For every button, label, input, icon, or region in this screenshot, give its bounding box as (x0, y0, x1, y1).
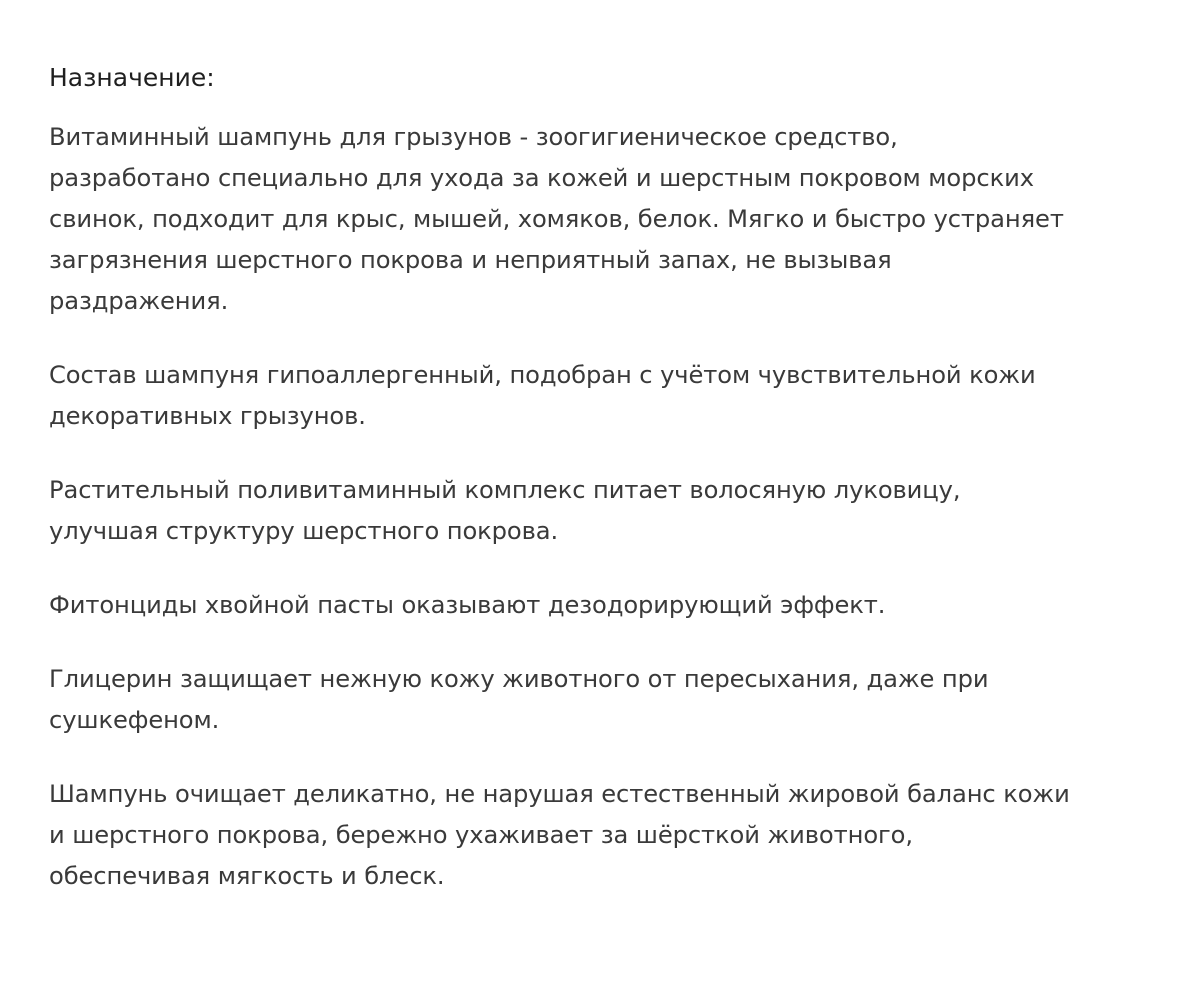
text-line: загрязнения шерстного покрова и неприятный запах, не вызывая (49, 246, 892, 274)
text-line: раздражения. (49, 287, 229, 315)
text-line: Шампунь очищает деликатно, не нарушая естественный жировой баланс кожи (49, 780, 1070, 808)
paragraph-cleansing (49, 774, 1197, 897)
text-line: декоративных грызунов. (49, 402, 366, 430)
text-line: Фитонциды хвойной пасты оказывают дезодорирующий эффект. (49, 591, 886, 619)
section-heading: Назначение: (49, 63, 215, 92)
text-line: Состав шампуня гипоаллергенный, подобран с учётом чувствительной кожи (49, 361, 1036, 389)
text-line: Витаминный шампунь для грызунов - зоогигиеническое средство, (49, 123, 898, 151)
paragraph-glycerin (49, 659, 1197, 741)
text-line: Растительный поливитаминный комплекс питает волосяную луковицу, (49, 476, 961, 504)
paragraph-phytoncides (49, 585, 1197, 626)
paragraph-vitamin-complex (49, 470, 1197, 552)
text-line: обеспечивая мягкость и блеск. (49, 862, 445, 890)
text-line: Глицерин защищает нежную кожу животного от пересыхания, даже при (49, 665, 989, 693)
product-description (49, 56, 1197, 930)
text-line: разработано специально для ухода за кожей и шерстным покровом морских (49, 164, 1034, 192)
text-line: сушкефеном. (49, 706, 220, 734)
paragraph-purpose (49, 117, 1197, 322)
text-line: свинок, подходит для крыс, мышей, хомяков, белок. Мягко и быстро устраняет (49, 205, 1064, 233)
text-line: улучшая структуру шерстного покрова. (49, 517, 559, 545)
text-line: и шерстного покрова, бережно ухаживает за шёрсткой животного, (49, 821, 913, 849)
paragraph-composition (49, 355, 1197, 437)
